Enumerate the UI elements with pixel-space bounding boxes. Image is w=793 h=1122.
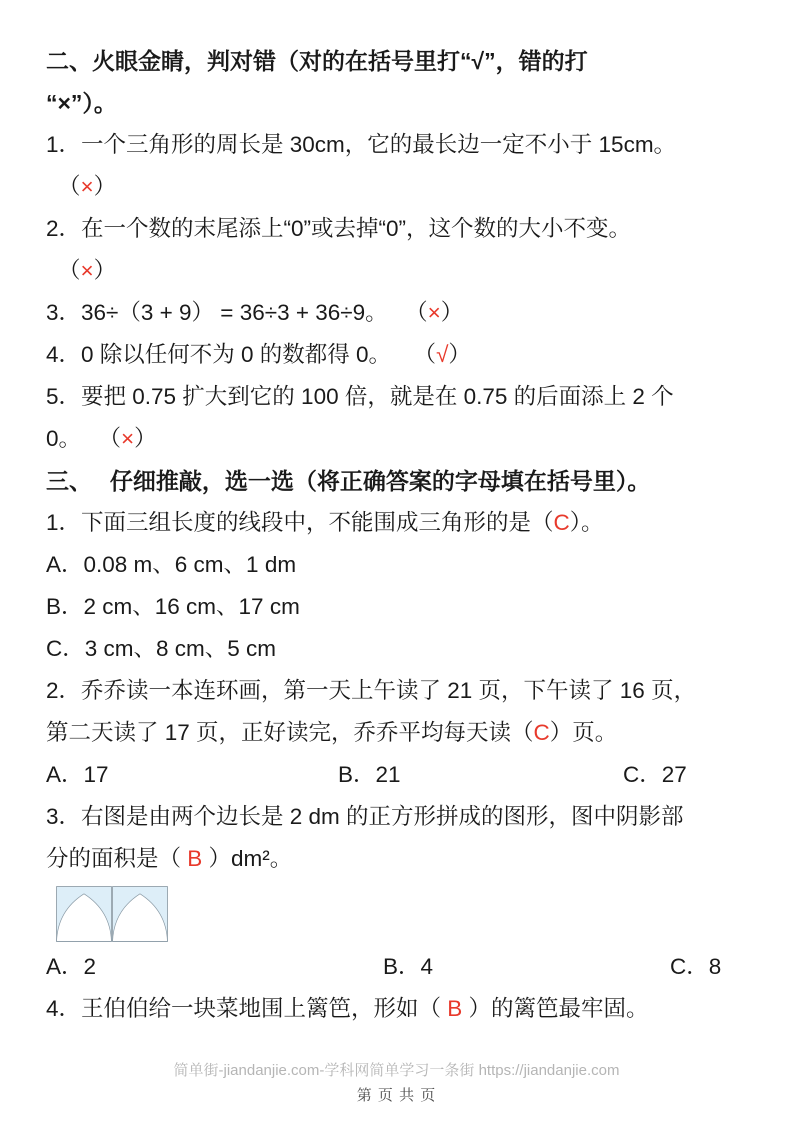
option-a: A．2: [46, 954, 97, 979]
choice-q1-option-b: B．2 cm、16 cm、17 cm: [46, 594, 300, 619]
square-left: [57, 887, 112, 942]
paren-open: （: [58, 174, 81, 199]
square-right: [113, 887, 168, 942]
choice-section-title: 三、 仔细推敲，选一选（将正确答案的字母填在括号里）。: [46, 468, 651, 494]
page-footer: [0, 1058, 793, 1108]
paren-close: ）的篱笆最牢固。: [462, 996, 649, 1021]
answer-letter-q4: B: [447, 996, 463, 1021]
choice-question-3-text: 3．右图是由两个边长是 2 dm 的正方形拼成的图形，图中阴影部: [46, 804, 684, 829]
judge-question-4: [46, 334, 753, 376]
answer-mark-q3: ×: [427, 300, 441, 325]
question-text: 第二天读了 17 页，正好读完，乔乔平均每天读（: [46, 720, 534, 745]
choice-question-3-answer: [46, 838, 753, 880]
answer-letter-q3: B: [187, 846, 203, 871]
option-b: B．4: [383, 954, 434, 979]
answer-mark-q1: ×: [80, 174, 94, 199]
option-b: B．21: [338, 762, 401, 787]
choice-question-2-answer: [46, 712, 753, 754]
judge-question-1-answer: [46, 166, 753, 208]
choice-q2-options-row: [46, 754, 753, 796]
shaded-squares-figure: [56, 886, 168, 942]
question-text: 4．0 除以任何不为 0 的数都得 0。 （: [46, 342, 437, 367]
footer-site-text: 简单街-jiandanjie.com-学科网简单学习一条街 https://jiandanjie.com: [173, 1062, 620, 1079]
judge-question-2-answer: [46, 250, 753, 292]
paren-close: ）: [448, 342, 471, 367]
paren-close: ）。: [569, 510, 604, 535]
choice-question-4: [46, 988, 753, 1030]
judge-question-2-text: 2．在一个数的末尾添上“0”或去掉“0”，这个数的大小不变。: [46, 216, 632, 241]
figure-row: [46, 880, 753, 946]
judge-question-1-text: 1．一个三角形的周长是 30cm，它的最长边一定不小于 15cm。: [46, 132, 677, 157]
judge-question-5-answer: [46, 418, 753, 460]
judge-section-title-line1: 二、火眼金睛，判对错（对的在括号里打“√”，错的打: [46, 48, 588, 74]
paren-close: ）页。: [549, 720, 618, 745]
paren-close: ）: [440, 300, 464, 325]
choice-question-1: [46, 502, 753, 544]
paren-close: ）: [134, 426, 157, 451]
judge-question-5-text: 5．要把 0.75 扩大到它的 100 倍，就是在 0.75 的后面添上 2 个: [46, 384, 674, 409]
answer-mark-q2: ×: [80, 258, 94, 283]
answer-mark-q4: √: [436, 342, 449, 367]
judge-question-3: [46, 292, 753, 334]
question-text: 分的面积是（: [46, 846, 188, 871]
judge-section-title-line2: “×”）。: [46, 90, 117, 116]
choice-q1-option-c: C．3 cm、8 cm、5 cm: [46, 636, 277, 661]
question-text: 1．下面三组长度的线段中，不能围成三角形的是（: [46, 510, 554, 535]
paren-close: ）dm²。: [202, 846, 293, 871]
option-c: C．8: [670, 954, 722, 979]
choice-question-2-text: 2．乔乔读一本连环画，第一天上午读了 21 页，下午读了 16 页，: [46, 678, 697, 703]
answer-letter-q1: C: [553, 510, 570, 535]
choice-q3-options-row: [46, 946, 753, 988]
option-c: C．27: [623, 762, 687, 787]
question-text: 4．王伯伯给一块菜地围上篱笆，形如（: [46, 996, 448, 1021]
paren-close: ）: [93, 258, 117, 283]
question-text: 0。 （: [46, 426, 122, 451]
footer-page-indicator: 第 页 共 页: [356, 1087, 437, 1104]
question-text: 3．36÷（3 + 9） = 36÷3 + 36÷9。 （: [46, 300, 428, 325]
paren-close: ）: [93, 174, 117, 199]
option-a: A．17: [46, 762, 109, 787]
answer-mark-q5: ×: [121, 426, 135, 451]
answer-letter-q2: C: [533, 720, 550, 745]
choice-q1-option-a: A．0.08 m、6 cm、1 dm: [46, 552, 297, 577]
paren-open: （: [58, 258, 81, 283]
